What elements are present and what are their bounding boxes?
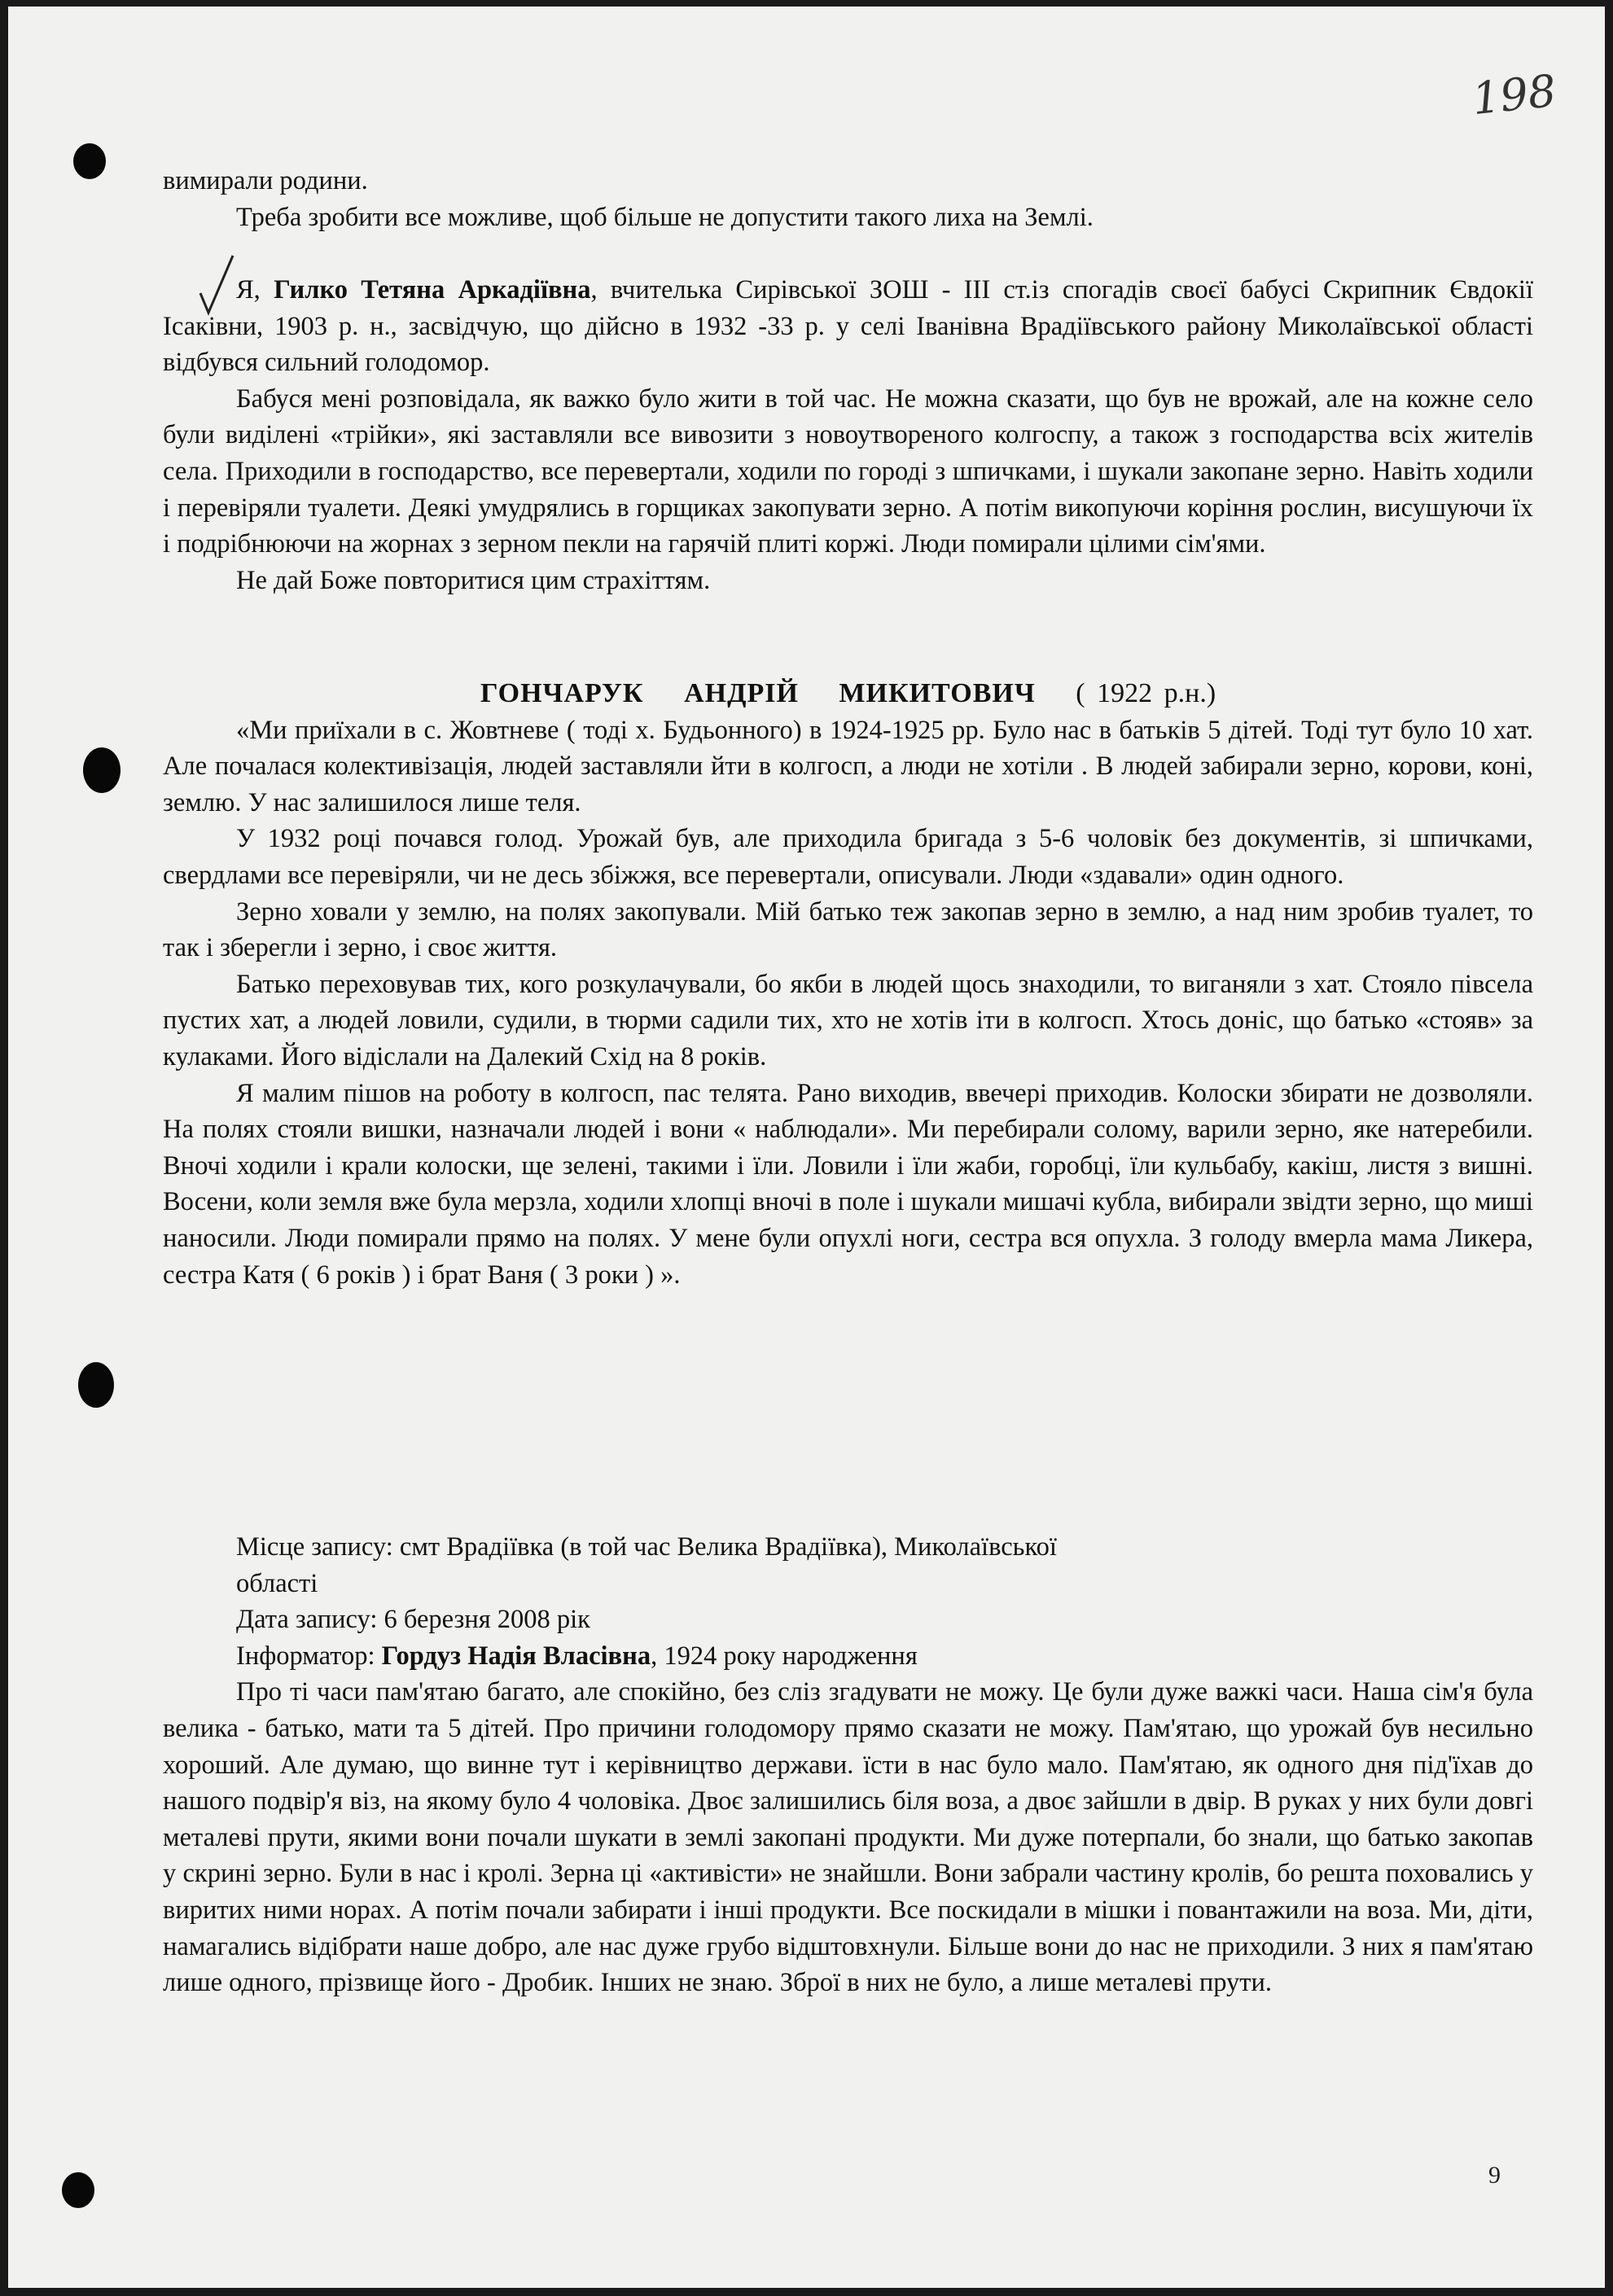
paragraph: Треба зробити все можливе, щоб більше не допустити такого лиха на Землі.: [236, 202, 1094, 232]
text-line: вимирали родини.: [163, 166, 368, 195]
heading-name: ГОНЧАРУК АНДРІЙ МИКИТОВИЧ: [480, 678, 1036, 708]
record-place-cont: області: [236, 1568, 318, 1598]
paragraph: Не дай Боже повторитися цим страхіттям.: [236, 565, 711, 595]
informant-label: Інформатор:: [236, 1641, 382, 1671]
section-gorduz-testimony: [163, 1529, 1533, 2001]
section-continuation: [163, 163, 1533, 235]
punch-hole: [62, 2172, 94, 2208]
paragraph: Бабуся мені розповідала, як важко було жити в той час. Не можна сказати, що був не врожай, але на кожне село були виділені «трійки», які заставляли все вивозити з новоутвореного колгоспу, а також з господарства всіх жителів села. Приходили в господарство, все перевертали, ходили по городі з шпичками, і шукали закопане зерно. Навіть ходили і перевіряли туалети. Деякі умудрялись в горщиках закопувати зерно. А потім викопуючи коріння рослин, висушуючи їх і подрібнюючи на жорнах з зерном пекли на гарячій плиті коржі. Люди помирали цілими сім'ями.: [163, 383, 1533, 559]
paragraph: Про ті часи пам'ятаю багато, але спокійно, без сліз згадувати не можу. Це були дуже важкі часи. Наша сім'я була велика - батько, мати та 5 дітей. Про причини голодомору прямо сказати не можу. Пам'ятаю, що урожай був несильно хороший. Але думаю, що винне тут і керівництво держави. їсти в нас було мало. Пам'ятаю, як одного дня під'їхав до нашого подвір'я віз, на якому було 4 чоловіка. Двоє залишились біля воза, а двоє зайшли в двір. В руках у них були довгі металеві прути, якими вони почали шукати в землі закопані продукти. Ми дуже потерпали, бо знали, що батько закопав у скрині зерно. Були в нас і кролі. Зерна ці «активісти» не знайшли. Вони забрали частину кролів, бо решта поховались у виритих ними норах. А потім почали забирати і інші продукти. Все поскидали в мішки і повантажили на воза. Ми, діти, намагались відібрати наше добро, але нас дуже грубо відштовхнули. Більше вони до нас не приходили. З них я пам'ятаю лише одного, прізвище його - Дробик. Інших не знаю. Зброї в них не було, а лише металеві прути.: [163, 1677, 1533, 1998]
record-date: Дата запису: 6 березня 2008 рік: [236, 1605, 590, 1635]
paragraph: «Ми приїхали в с. Жовтневе ( тоді х. Будьонного) в 1924-1925 рр. Було нас в батьків 5 дітей. Тоді тут було 10 хат. Але почалася колективізація, людей заставляли йти в колгосп, а люди не хотіли . В людей забирали зерно, корови, коні, землю. У нас залишилося лише теля.: [163, 715, 1533, 817]
heading-year: ( 1922 р.н.): [1076, 678, 1216, 708]
informant-name: Гордуз Надія Власівна: [381, 1641, 651, 1671]
page-number: 9: [1488, 2162, 1501, 2189]
witness-name: Гилко Тетяна Аркадіївна: [274, 275, 591, 305]
paragraph: Зерно ховали у землю, на полях закопували. Мій батько теж закопав зерно в землю, а над ним зробив туалет, то так і зберегли і зерно, і своє життя.: [163, 896, 1533, 963]
informant: [163, 1638, 1533, 1675]
punch-hole: [78, 1362, 114, 1408]
section-goncharuk-testimony: [163, 676, 1533, 1293]
text: , вчителька Сирівської ЗОШ - III ст.із спогадів своєї бабусі Скрипник Євдокії Ісаківни, 1903 р. н., засвідчую, що дійсно в 1932 -33 р. у селі Іванівна Врадіївського району Миколаївської області відбувся сильний голодомор.: [163, 275, 1533, 378]
handwritten-page-number: 198: [1469, 64, 1559, 125]
punch-hole: [73, 143, 106, 179]
section-heading: [163, 676, 1533, 712]
paragraph: У 1932 році почався голод. Урожай був, але приходила бригада з 5-6 чоловік без документів, зі шпичками, свердлами все перевіряли, чи не десь збіжжя, все перевертали, описували. Люди «здавали» один одного.: [163, 824, 1533, 890]
text: Я,: [236, 275, 274, 305]
record-place: Місце запису: смт Врадіївка (в той час Велика Врадіївка), Миколаївської: [236, 1532, 1057, 1562]
paragraph: [163, 272, 1533, 381]
paragraph: Я малим пішов на роботу в колгосп, пас телята. Рано виходив, ввечері приходив. Колоски збирати не дозволяли. На полях стояли вишки, назначали людей і вони « наблюдали». Ми перебирали солому, варили зерно, яке натеребили. Вночі ходили і крали колоски, ще зелені, такими і їли. Ловили і їли жаби, горобці, їли кульбабу, какіш, листя з вишні. Восени, коли земля вже була мерзла, ходили хлопці вночі в поле і шукали мишачі кубла, вибирали звідти зерно, що миші наносили. Люди помирали прямо на полях. У мене були опухлі ноги, сестра вся опухла. З голоду вмерла мама Ликера, сестра Катя ( 6 років ) і брат Ваня ( 3 роки ) ».: [163, 1078, 1533, 1290]
text: , 1924 року народження: [651, 1641, 918, 1671]
section-gilko-testimony: [163, 272, 1533, 598]
paragraph: Батько переховував тих, кого розкулачували, бо якби в людей щось знаходили, то виганяли з хат. Стояло півсела пустих хат, а людей ловили, судили, в тюрми садили тих, хто не хотів іти в колгосп. Хтось доніс, що батько «стояв» за кулаками. Його відіслали на Далекий Схід на 8 років.: [163, 969, 1533, 1071]
punch-hole: [83, 747, 121, 793]
